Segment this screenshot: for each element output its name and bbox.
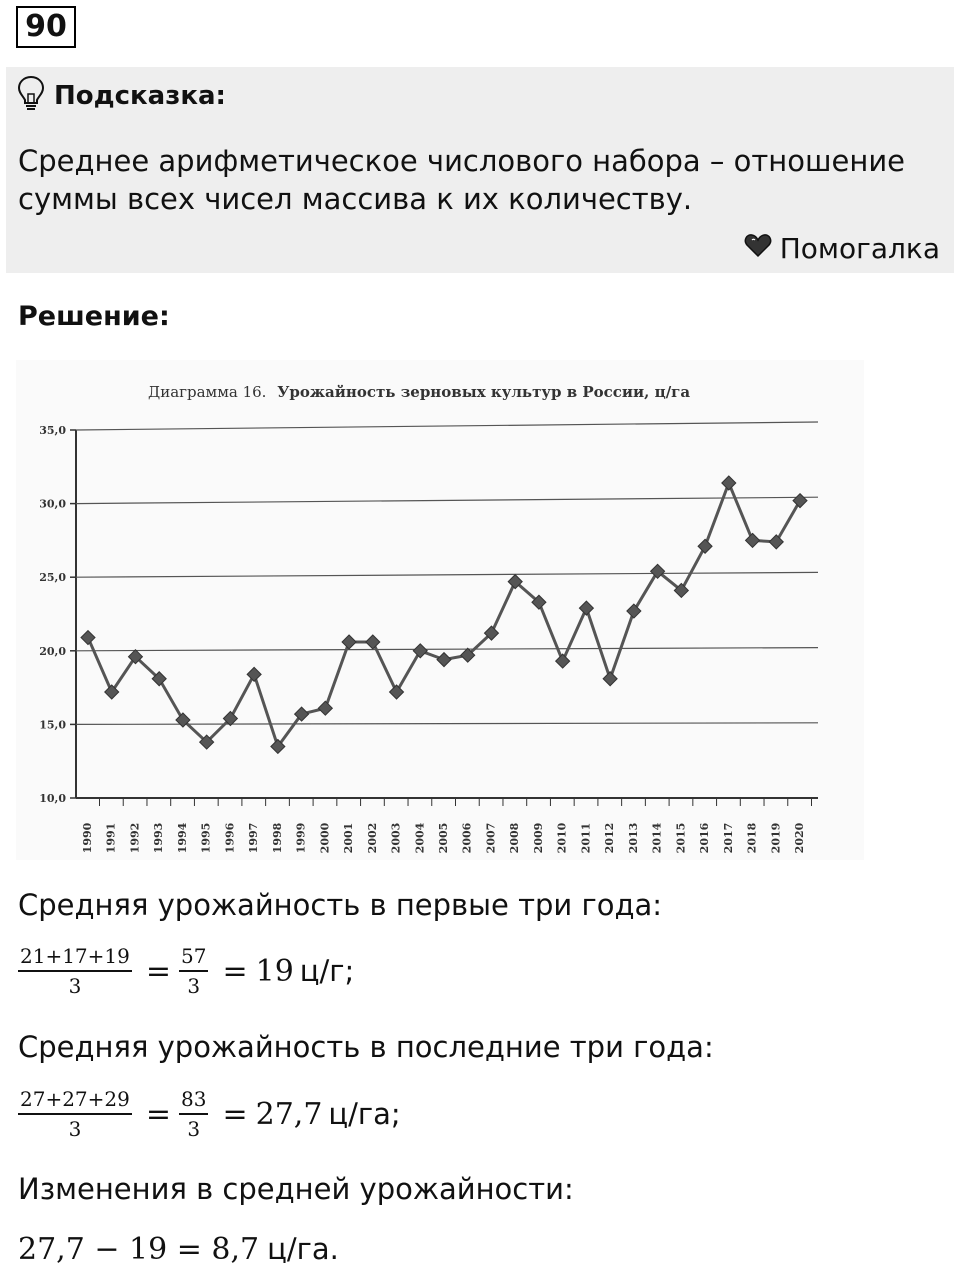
numerator: 27+27+29 — [20, 1087, 130, 1111]
x-tick-label: 1999 — [294, 822, 308, 854]
hint-text-line: Среднее арифметическое числового набора – отношение — [18, 144, 906, 178]
y-tick-label: 20,0 — [39, 644, 66, 658]
solution-line-3: Изменения в средней урожайности: — [18, 1172, 574, 1206]
x-tick-label: 1990 — [81, 822, 94, 854]
fraction — [18, 944, 132, 998]
x-tick-label: 2008 — [508, 822, 522, 854]
task-number: 90 — [16, 6, 76, 48]
heart-icon — [744, 232, 772, 265]
data-point — [318, 701, 332, 715]
formula-1 — [18, 944, 354, 998]
hint-title-text: Подсказка: — [54, 81, 226, 111]
data-point — [793, 494, 807, 508]
x-tick-label: 1991 — [104, 822, 118, 854]
grid-line — [76, 497, 818, 503]
y-tick-label: 15,0 — [39, 718, 66, 732]
equals-sign: = — [145, 1096, 172, 1132]
hint-text-line: суммы всех чисел массива к их количеству. — [18, 182, 693, 216]
formula-unit: ц/г; — [299, 954, 355, 988]
solution-line-1: Средняя урожайность в первые три года: — [18, 888, 663, 922]
x-tick-label: 2020 — [793, 822, 806, 854]
x-tick-label: 2009 — [531, 822, 545, 854]
x-tick-label: 2002 — [365, 822, 379, 854]
data-point — [437, 653, 451, 667]
x-tick-label: 2005 — [437, 822, 450, 854]
chart-title: Урожайность зерновых культур в России, ц/га — [277, 383, 691, 401]
y-tick-label: 35,0 — [39, 424, 66, 437]
x-tick-label: 2019 — [769, 822, 783, 854]
fraction — [179, 944, 208, 998]
x-tick-label: 1996 — [223, 822, 237, 854]
y-tick-label: 25,0 — [39, 571, 66, 585]
x-tick-label: 2017 — [721, 822, 735, 854]
grid-line — [76, 422, 818, 430]
x-tick-label: 2015 — [674, 822, 688, 854]
numerator: 57 — [181, 944, 207, 968]
chart-title-prefix: Диаграмма 16. — [148, 383, 267, 401]
denominator: 3 — [187, 1117, 201, 1141]
denominator: 3 — [68, 974, 82, 998]
x-tick-label: 1998 — [270, 822, 284, 854]
yield-chart-svg — [16, 360, 864, 860]
data-point — [556, 654, 570, 668]
data-point — [579, 601, 593, 615]
x-tick-label: 2003 — [389, 822, 403, 854]
fraction — [18, 1087, 132, 1141]
x-tick-label: 2011 — [579, 822, 593, 854]
data-point — [366, 635, 380, 649]
numerator: 83 — [181, 1087, 207, 1111]
denominator: 3 — [68, 1117, 82, 1141]
x-tick-label: 1993 — [152, 822, 166, 854]
x-tick-label: 2012 — [603, 822, 617, 854]
data-point — [603, 672, 617, 686]
x-tick-label: 2004 — [413, 822, 427, 854]
formula-unit: ц/га; — [328, 1097, 401, 1131]
data-point — [746, 533, 760, 547]
lightbulb-icon — [16, 74, 46, 119]
equals-sign: = — [222, 1096, 248, 1132]
denominator: 3 — [187, 974, 201, 998]
x-tick-label: 1997 — [247, 822, 261, 854]
data-point — [390, 685, 404, 699]
data-point — [247, 667, 261, 681]
final-unit: ц/га. — [267, 1232, 339, 1266]
data-point — [81, 631, 95, 645]
x-tick-label: 2013 — [626, 822, 640, 854]
x-tick-label: 1994 — [175, 822, 189, 854]
x-tick-label: 2007 — [484, 822, 498, 854]
solution-line-2: Средняя урожайность в последние три года: — [18, 1030, 714, 1064]
x-tick-label: 2001 — [342, 822, 356, 854]
final-formula — [18, 1232, 339, 1267]
data-point — [698, 539, 712, 553]
helper-credit — [744, 232, 940, 265]
numerator: 21+17+19 — [20, 944, 130, 968]
data-point — [342, 635, 356, 649]
x-tick-label: 1992 — [128, 822, 142, 854]
helper-label: Помогалка — [779, 232, 940, 265]
x-tick-label: 2000 — [318, 822, 332, 854]
y-tick-label: 30,0 — [39, 497, 66, 511]
x-tick-label: 2014 — [650, 822, 664, 854]
equals-sign: = — [145, 953, 172, 989]
yield-chart — [16, 360, 864, 860]
formula-result: 27,7 — [255, 1096, 323, 1132]
hint-text — [18, 142, 938, 218]
final-expression: 27,7 − 19 = 8,7 — [18, 1232, 260, 1267]
y-tick-label: 10,0 — [39, 792, 66, 805]
series-line — [88, 483, 800, 746]
x-tick-label: 2010 — [555, 822, 569, 854]
svg-text:Диаграмма 16. Урожайност — [148, 383, 690, 401]
x-tick-label: 2018 — [745, 822, 759, 854]
grid-line — [76, 648, 818, 651]
grid-line — [76, 572, 818, 577]
x-tick-label: 1995 — [199, 822, 213, 854]
x-tick-label: 2006 — [460, 822, 474, 854]
fraction — [179, 1087, 208, 1141]
formula-2 — [18, 1087, 401, 1141]
data-point — [627, 604, 641, 618]
data-point — [722, 476, 736, 490]
solution-title: Решение: — [18, 301, 170, 332]
data-point — [413, 644, 427, 658]
hint-title — [16, 76, 226, 116]
data-point — [769, 535, 783, 549]
equals-sign: = — [222, 953, 248, 989]
formula-result: 19 — [255, 953, 294, 989]
x-tick-label: 2016 — [698, 822, 712, 854]
